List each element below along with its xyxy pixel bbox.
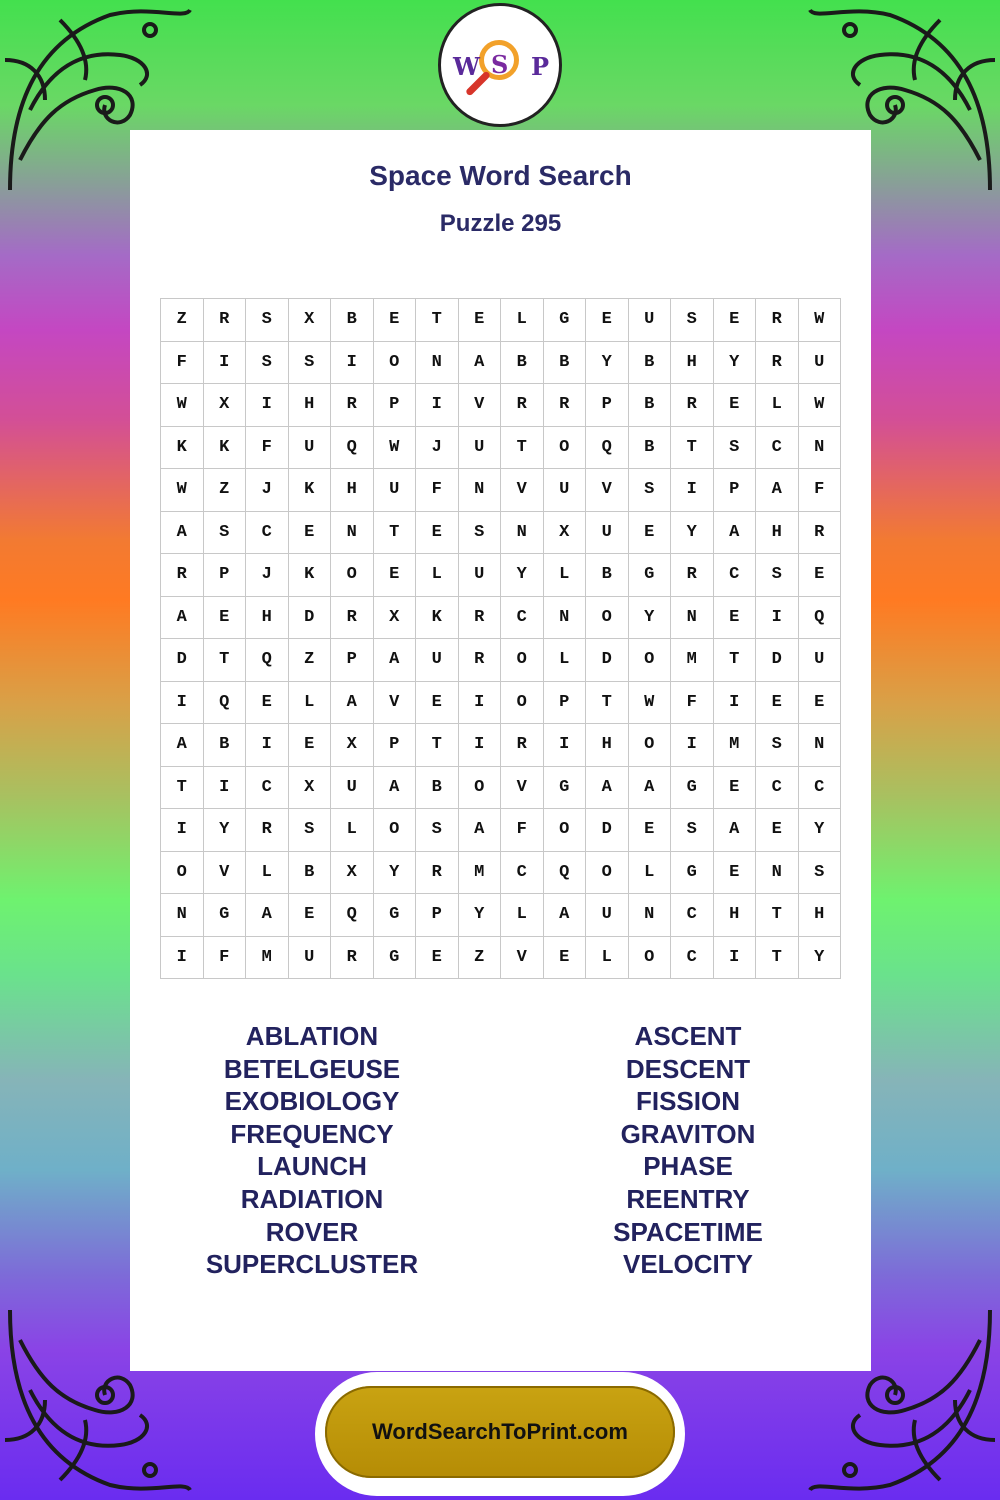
grid-cell[interactable]: G xyxy=(544,299,587,342)
grid-cell[interactable]: Y xyxy=(629,597,672,640)
grid-cell[interactable]: B xyxy=(501,342,544,385)
grid-cell[interactable]: U xyxy=(544,469,587,512)
grid-cell[interactable]: S xyxy=(289,809,332,852)
grid-cell[interactable]: C xyxy=(501,597,544,640)
grid-cell[interactable]: E xyxy=(756,682,799,725)
grid-cell[interactable]: R xyxy=(331,597,374,640)
grid-cell[interactable]: P xyxy=(374,724,417,767)
grid-cell[interactable]: Q xyxy=(586,427,629,470)
grid-cell[interactable]: N xyxy=(544,597,587,640)
grid-cell[interactable]: K xyxy=(161,427,204,470)
grid-cell[interactable]: D xyxy=(586,809,629,852)
grid-cell[interactable]: Y xyxy=(204,809,247,852)
grid-cell[interactable]: I xyxy=(714,937,757,980)
logo-letter-p: P xyxy=(531,52,550,81)
grid-cell[interactable]: E xyxy=(416,937,459,980)
grid-cell[interactable]: E xyxy=(374,299,417,342)
grid-cell[interactable]: H xyxy=(289,384,332,427)
grid-cell[interactable]: L xyxy=(629,852,672,895)
grid-cell[interactable]: T xyxy=(671,427,714,470)
grid-cell[interactable]: M xyxy=(714,724,757,767)
grid-cell[interactable]: D xyxy=(289,597,332,640)
grid-cell[interactable]: T xyxy=(586,682,629,725)
grid-cell[interactable]: E xyxy=(629,512,672,555)
grid-cell[interactable]: U xyxy=(374,469,417,512)
grid-cell[interactable]: O xyxy=(374,342,417,385)
grid-cell[interactable]: K xyxy=(289,469,332,512)
grid-cell[interactable]: D xyxy=(161,639,204,682)
grid-cell[interactable]: B xyxy=(204,724,247,767)
grid-cell[interactable]: R xyxy=(544,384,587,427)
grid-cell[interactable]: W xyxy=(629,682,672,725)
grid-cell[interactable]: U xyxy=(629,299,672,342)
grid-cell[interactable]: U xyxy=(586,894,629,937)
grid-cell[interactable]: O xyxy=(629,639,672,682)
grid-cell[interactable]: V xyxy=(204,852,247,895)
grid-cell[interactable]: E xyxy=(374,554,417,597)
grid-cell[interactable]: T xyxy=(756,894,799,937)
word-list-item: RADIATION xyxy=(240,1183,384,1214)
grid-cell[interactable]: U xyxy=(289,427,332,470)
grid-cell[interactable]: I xyxy=(246,384,289,427)
grid-cell[interactable]: H xyxy=(714,894,757,937)
grid-cell[interactable]: Y xyxy=(586,342,629,385)
grid-cell[interactable]: A xyxy=(629,767,672,810)
grid-cell[interactable]: E xyxy=(756,809,799,852)
grid-cell[interactable]: F xyxy=(416,469,459,512)
grid-cell[interactable]: B xyxy=(629,342,672,385)
grid-cell[interactable]: G xyxy=(671,767,714,810)
grid-cell[interactable]: A xyxy=(374,767,417,810)
grid-cell[interactable]: S xyxy=(246,342,289,385)
grid-cell[interactable]: S xyxy=(204,512,247,555)
grid-cell[interactable]: E xyxy=(416,512,459,555)
grid-cell[interactable]: Y xyxy=(671,512,714,555)
grid-cell[interactable]: Z xyxy=(161,299,204,342)
grid-cell[interactable]: T xyxy=(714,639,757,682)
grid-cell[interactable]: E xyxy=(799,554,842,597)
grid-cell[interactable]: I xyxy=(204,342,247,385)
grid-cell[interactable]: V xyxy=(501,767,544,810)
grid-cell[interactable]: U xyxy=(799,342,842,385)
grid-cell[interactable]: T xyxy=(756,937,799,980)
grid-cell[interactable]: U xyxy=(459,427,502,470)
grid-cell[interactable]: I xyxy=(671,724,714,767)
grid-cell[interactable]: Y xyxy=(714,342,757,385)
grid-cell[interactable]: I xyxy=(204,767,247,810)
grid-cell[interactable]: R xyxy=(459,639,502,682)
grid-cell[interactable]: X xyxy=(289,299,332,342)
word-list-item: FREQUENCY xyxy=(230,1118,394,1149)
grid-cell[interactable]: E xyxy=(459,299,502,342)
grid-cell[interactable]: B xyxy=(289,852,332,895)
grid-cell[interactable]: E xyxy=(799,682,842,725)
grid-cell[interactable]: E xyxy=(714,384,757,427)
grid-cell[interactable]: L xyxy=(289,682,332,725)
grid-cell[interactable]: N xyxy=(629,894,672,937)
grid-cell[interactable]: R xyxy=(671,384,714,427)
grid-cell[interactable]: P xyxy=(586,384,629,427)
word-list-item: ABLATION xyxy=(245,1021,379,1051)
grid-cell[interactable]: R xyxy=(246,809,289,852)
grid-cell[interactable]: F xyxy=(161,342,204,385)
grid-cell[interactable]: L xyxy=(501,894,544,937)
grid-cell[interactable]: I xyxy=(714,682,757,725)
grid-cell[interactable]: N xyxy=(501,512,544,555)
grid-cell[interactable]: O xyxy=(501,682,544,725)
grid-cell[interactable]: V xyxy=(501,469,544,512)
grid-cell[interactable]: R xyxy=(671,554,714,597)
grid-cell[interactable]: D xyxy=(586,639,629,682)
grid-cell[interactable]: C xyxy=(501,852,544,895)
grid-cell[interactable]: P xyxy=(331,639,374,682)
word-list-item: DESCENT xyxy=(625,1053,751,1084)
grid-cell[interactable]: L xyxy=(756,384,799,427)
word-list-item: BETELGEUSE xyxy=(223,1053,401,1084)
grid-cell[interactable]: R xyxy=(756,299,799,342)
grid-cell[interactable]: L xyxy=(586,937,629,980)
grid-cell[interactable]: Y xyxy=(374,852,417,895)
grid-cell[interactable]: C xyxy=(799,767,842,810)
grid-cell[interactable]: U xyxy=(289,937,332,980)
grid-cell[interactable]: G xyxy=(671,852,714,895)
grid-cell[interactable]: G xyxy=(544,767,587,810)
grid-cell[interactable]: B xyxy=(544,342,587,385)
grid-cell[interactable]: U xyxy=(416,639,459,682)
grid-cell[interactable]: E xyxy=(586,299,629,342)
grid-cell[interactable]: V xyxy=(374,682,417,725)
grid-cell[interactable]: N xyxy=(756,852,799,895)
grid-cell[interactable]: J xyxy=(246,469,289,512)
grid-cell[interactable]: F xyxy=(501,809,544,852)
grid-cell[interactable]: W xyxy=(799,299,842,342)
grid-cell[interactable]: U xyxy=(586,512,629,555)
grid-cell[interactable]: N xyxy=(799,724,842,767)
grid-cell[interactable]: E xyxy=(246,682,289,725)
grid-cell[interactable]: V xyxy=(501,937,544,980)
grid-cell[interactable]: L xyxy=(331,809,374,852)
grid-cell[interactable]: O xyxy=(331,554,374,597)
logo-letter-s: S xyxy=(491,50,509,79)
grid-cell[interactable]: N xyxy=(799,427,842,470)
puzzle-subtitle: Puzzle 295 xyxy=(439,210,562,237)
grid-cell[interactable]: Z xyxy=(459,937,502,980)
grid-cell[interactable]: E xyxy=(289,894,332,937)
word-list-item: ASCENT xyxy=(634,1021,742,1051)
grid-cell[interactable]: E xyxy=(629,809,672,852)
grid-cell[interactable]: C xyxy=(246,767,289,810)
grid-cell[interactable]: T xyxy=(204,639,247,682)
grid-cell[interactable]: E xyxy=(289,512,332,555)
grid-cell[interactable]: V xyxy=(586,469,629,512)
grid-cell[interactable]: I xyxy=(246,724,289,767)
grid-cell[interactable]: N xyxy=(671,597,714,640)
grid-cell[interactable]: P xyxy=(714,469,757,512)
grid-cell[interactable]: Q xyxy=(799,597,842,640)
grid-cell[interactable]: O xyxy=(544,427,587,470)
grid-cell[interactable]: R xyxy=(501,724,544,767)
grid-cell[interactable]: U xyxy=(331,767,374,810)
grid-cell[interactable]: P xyxy=(374,384,417,427)
grid-cell[interactable]: S xyxy=(671,809,714,852)
grid-cell[interactable]: X xyxy=(289,767,332,810)
grid-cell[interactable]: S xyxy=(416,809,459,852)
grid-cell[interactable]: X xyxy=(204,384,247,427)
letter-grid xyxy=(160,298,841,979)
grid-cell[interactable]: P xyxy=(416,894,459,937)
grid-cell[interactable]: E xyxy=(416,682,459,725)
grid-cell[interactable]: Z xyxy=(289,639,332,682)
grid-cell[interactable]: M xyxy=(459,852,502,895)
grid-cell[interactable]: S xyxy=(756,724,799,767)
grid-cell[interactable]: M xyxy=(671,639,714,682)
grid-cell[interactable]: A xyxy=(544,894,587,937)
grid-cell[interactable]: S xyxy=(671,299,714,342)
grid-cell[interactable]: Z xyxy=(204,469,247,512)
grid-cell[interactable]: I xyxy=(161,682,204,725)
word-list-item: SUPERCLUSTER xyxy=(205,1249,419,1280)
grid-cell[interactable]: C xyxy=(246,512,289,555)
grid-cell[interactable]: N xyxy=(161,894,204,937)
grid-cell[interactable]: W xyxy=(374,427,417,470)
grid-cell[interactable]: A xyxy=(714,809,757,852)
grid-cell[interactable]: F xyxy=(671,682,714,725)
grid-cell[interactable]: O xyxy=(374,809,417,852)
grid-cell[interactable]: A xyxy=(246,894,289,937)
grid-cell[interactable]: I xyxy=(331,342,374,385)
word-list-item: PHASE xyxy=(643,1151,733,1182)
grid-cell[interactable]: I xyxy=(161,809,204,852)
word-list-item: VELOCITY xyxy=(622,1249,753,1280)
grid-cell[interactable]: A xyxy=(331,682,374,725)
grid-cell[interactable]: R xyxy=(501,384,544,427)
grid-cell[interactable]: C xyxy=(756,427,799,470)
grid-cell[interactable]: O xyxy=(586,852,629,895)
grid-cell[interactable]: U xyxy=(459,554,502,597)
grid-cell[interactable]: N xyxy=(459,469,502,512)
grid-cell[interactable]: L xyxy=(416,554,459,597)
word-list-item: FISSION xyxy=(635,1086,740,1117)
grid-cell[interactable]: X xyxy=(374,597,417,640)
grid-cell[interactable]: E xyxy=(714,852,757,895)
grid-cell[interactable]: O xyxy=(501,639,544,682)
grid-cell[interactable]: A xyxy=(756,469,799,512)
grid-cell[interactable]: E xyxy=(544,937,587,980)
puzzle-card xyxy=(130,130,871,1371)
grid-cell[interactable]: T xyxy=(501,427,544,470)
grid-cell[interactable]: R xyxy=(416,852,459,895)
grid-cell[interactable]: S xyxy=(714,427,757,470)
logo-mark xyxy=(445,10,555,120)
grid-cell[interactable]: A xyxy=(374,639,417,682)
grid-cell[interactable]: G xyxy=(204,894,247,937)
site-logo[interactable] xyxy=(438,3,562,127)
word-list-item: GRAVITON xyxy=(620,1118,756,1149)
grid-cell[interactable]: G xyxy=(374,894,417,937)
grid-cell[interactable]: Y xyxy=(459,894,502,937)
grid-cell[interactable]: D xyxy=(756,639,799,682)
grid-cell[interactable]: Y xyxy=(799,809,842,852)
word-list-item: ROVER xyxy=(265,1216,359,1247)
word-list-item: REENTRY xyxy=(626,1183,750,1214)
grid-cell[interactable]: F xyxy=(204,937,247,980)
word-list-right xyxy=(558,1020,818,1281)
word-list-item: EXOBIOLOGY xyxy=(224,1086,400,1117)
grid-cell[interactable]: T xyxy=(416,724,459,767)
puzzle-title: Space Word Search xyxy=(369,160,632,191)
grid-cell[interactable]: Y xyxy=(799,937,842,980)
grid-cell[interactable]: I xyxy=(756,597,799,640)
grid-cell[interactable]: O xyxy=(629,937,672,980)
grid-cell[interactable]: V xyxy=(459,384,502,427)
grid-cell[interactable]: E xyxy=(289,724,332,767)
grid-cell[interactable]: B xyxy=(629,384,672,427)
grid-cell[interactable]: Q xyxy=(204,682,247,725)
grid-cell[interactable]: E xyxy=(714,597,757,640)
grid-cell[interactable]: K xyxy=(289,554,332,597)
grid-cell[interactable]: I xyxy=(671,469,714,512)
grid-cell[interactable]: S xyxy=(799,852,842,895)
grid-cell[interactable]: R xyxy=(459,597,502,640)
grid-cell[interactable]: T xyxy=(416,299,459,342)
grid-cell[interactable]: M xyxy=(246,937,289,980)
grid-cell[interactable]: K xyxy=(204,427,247,470)
grid-cell[interactable]: R xyxy=(204,299,247,342)
grid-cell[interactable]: K xyxy=(416,597,459,640)
grid-cell[interactable]: U xyxy=(799,639,842,682)
grid-cell[interactable]: O xyxy=(586,597,629,640)
grid-cell[interactable]: P xyxy=(204,554,247,597)
grid-cell[interactable]: A xyxy=(714,512,757,555)
grid-cell[interactable]: R xyxy=(161,554,204,597)
grid-cell[interactable]: O xyxy=(459,767,502,810)
grid-cell[interactable]: A xyxy=(161,512,204,555)
grid-cell[interactable]: B xyxy=(629,427,672,470)
grid-cell[interactable]: B xyxy=(416,767,459,810)
grid-cell[interactable]: I xyxy=(459,724,502,767)
grid-cell[interactable]: C xyxy=(756,767,799,810)
grid-cell[interactable]: H xyxy=(246,597,289,640)
grid-cell[interactable]: H xyxy=(331,469,374,512)
grid-cell[interactable]: C xyxy=(714,554,757,597)
grid-cell[interactable]: E xyxy=(204,597,247,640)
grid-cell[interactable]: J xyxy=(246,554,289,597)
word-list-item: SPACETIME xyxy=(613,1216,763,1247)
grid-cell[interactable]: S xyxy=(459,512,502,555)
grid-cell[interactable]: L xyxy=(544,639,587,682)
grid-cell[interactable]: R xyxy=(756,342,799,385)
grid-cell[interactable]: P xyxy=(544,682,587,725)
grid-cell[interactable]: W xyxy=(161,469,204,512)
grid-cell[interactable]: F xyxy=(799,469,842,512)
grid-cell[interactable]: L xyxy=(246,852,289,895)
grid-cell[interactable]: I xyxy=(161,937,204,980)
grid-cell[interactable]: H xyxy=(799,894,842,937)
grid-cell[interactable]: B xyxy=(586,554,629,597)
grid-cell[interactable]: W xyxy=(161,384,204,427)
grid-cell[interactable]: A xyxy=(459,809,502,852)
grid-cell[interactable]: Q xyxy=(544,852,587,895)
grid-cell[interactable]: R xyxy=(331,384,374,427)
grid-cell[interactable]: A xyxy=(459,342,502,385)
grid-cell[interactable]: H xyxy=(586,724,629,767)
grid-cell[interactable]: W xyxy=(799,384,842,427)
grid-cell[interactable]: X xyxy=(331,852,374,895)
grid-cell[interactable]: O xyxy=(629,724,672,767)
grid-cell[interactable]: A xyxy=(161,724,204,767)
grid-cell[interactable]: Y xyxy=(501,554,544,597)
grid-cell[interactable]: C xyxy=(671,894,714,937)
grid-cell[interactable]: X xyxy=(331,724,374,767)
grid-cell[interactable]: G xyxy=(374,937,417,980)
grid-cell[interactable]: B xyxy=(331,299,374,342)
grid-cell[interactable]: N xyxy=(331,512,374,555)
grid-cell[interactable]: I xyxy=(416,384,459,427)
grid-cell[interactable]: H xyxy=(756,512,799,555)
grid-cell[interactable]: G xyxy=(629,554,672,597)
grid-cell[interactable]: S xyxy=(289,342,332,385)
grid-cell[interactable]: E xyxy=(714,299,757,342)
grid-cell[interactable]: R xyxy=(799,512,842,555)
logo-letter-w: W xyxy=(453,52,480,81)
grid-cell[interactable]: J xyxy=(416,427,459,470)
grid-cell[interactable]: A xyxy=(586,767,629,810)
grid-cell[interactable]: S xyxy=(756,554,799,597)
grid-cell[interactable]: A xyxy=(161,597,204,640)
grid-cell[interactable]: I xyxy=(459,682,502,725)
grid-cell[interactable]: R xyxy=(331,937,374,980)
grid-cell[interactable]: Q xyxy=(331,427,374,470)
grid-cell[interactable]: X xyxy=(544,512,587,555)
grid-cell[interactable]: O xyxy=(544,809,587,852)
grid-cell[interactable]: H xyxy=(671,342,714,385)
grid-cell[interactable]: L xyxy=(501,299,544,342)
grid-cell[interactable]: C xyxy=(671,937,714,980)
grid-cell[interactable]: Q xyxy=(331,894,374,937)
grid-cell[interactable]: S xyxy=(629,469,672,512)
grid-cell[interactable]: I xyxy=(544,724,587,767)
grid-cell[interactable]: O xyxy=(161,852,204,895)
grid-cell[interactable]: T xyxy=(161,767,204,810)
grid-cell[interactable]: N xyxy=(416,342,459,385)
grid-cell[interactable]: S xyxy=(246,299,289,342)
word-list-item: LAUNCH xyxy=(257,1151,367,1182)
site-link-button[interactable]: WordSearchToPrint.com xyxy=(325,1386,675,1478)
word-list-left xyxy=(182,1020,442,1281)
grid-cell[interactable]: F xyxy=(246,427,289,470)
grid-cell[interactable]: E xyxy=(714,767,757,810)
grid-cell[interactable]: T xyxy=(374,512,417,555)
grid-cell[interactable]: Q xyxy=(246,639,289,682)
grid-cell[interactable]: L xyxy=(544,554,587,597)
